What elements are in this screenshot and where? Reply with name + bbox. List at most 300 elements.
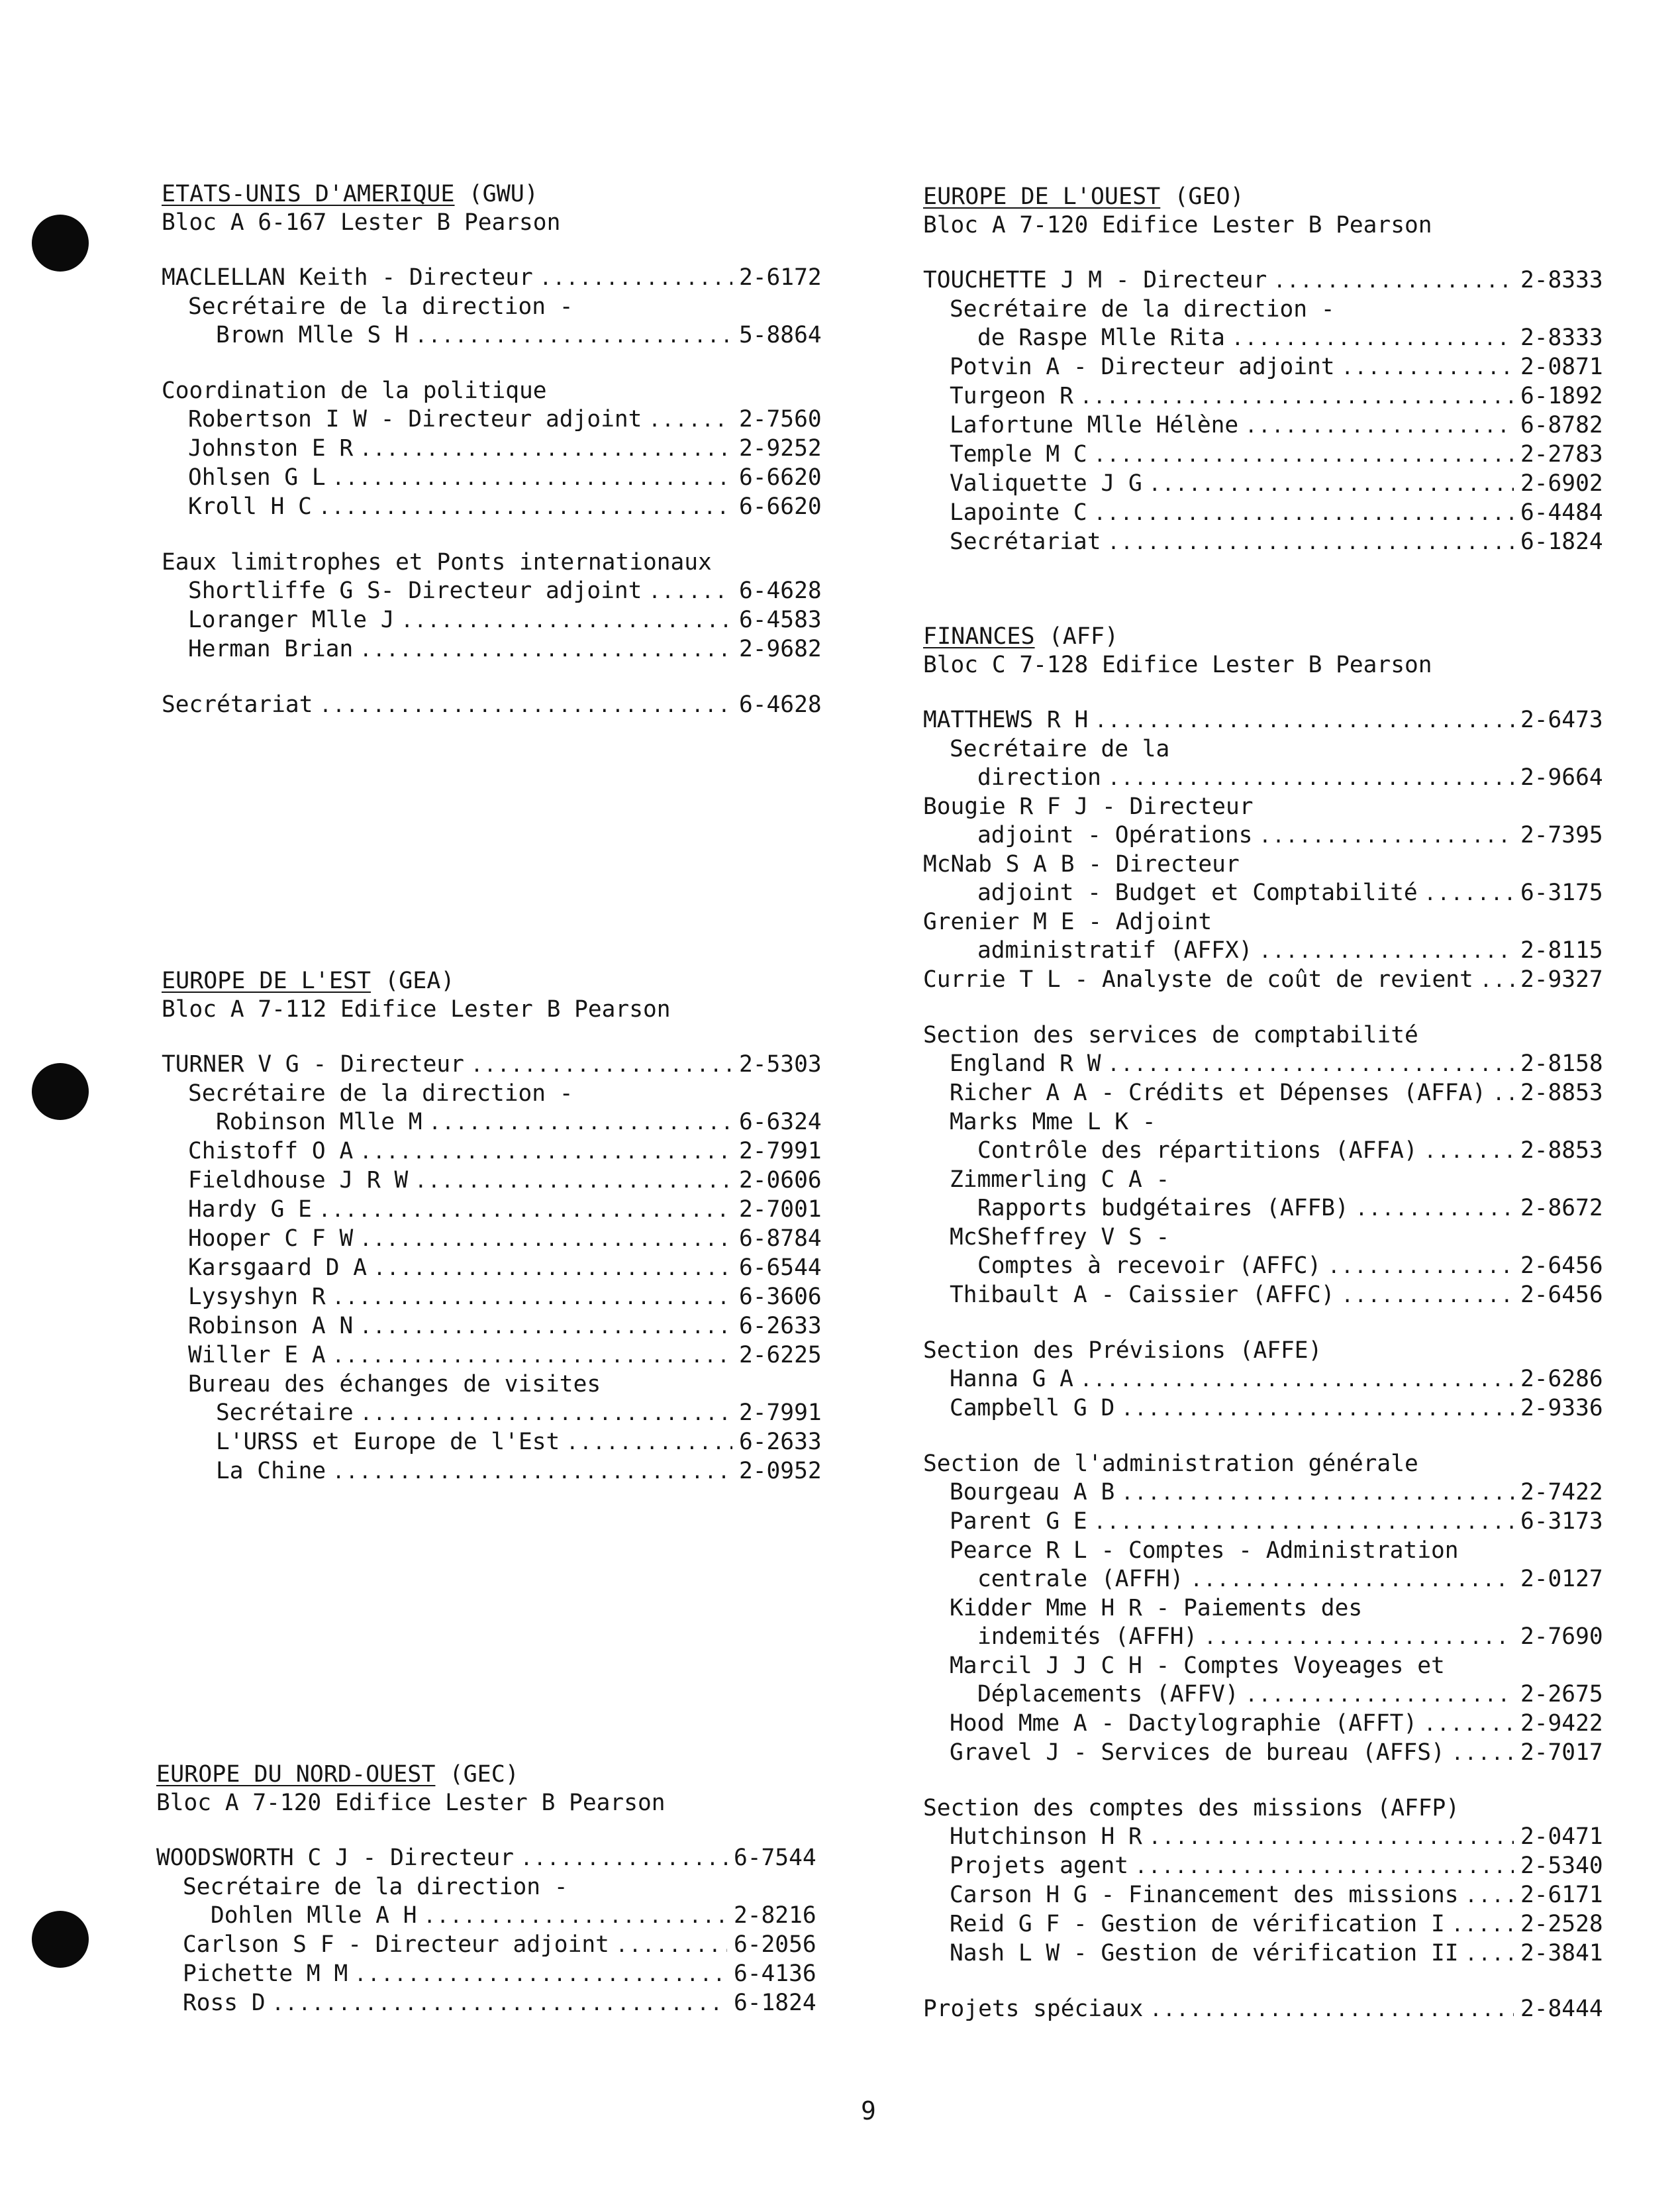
entry-label: La Chine xyxy=(216,1458,326,1484)
directory-entry xyxy=(162,1399,844,1428)
directory-entry xyxy=(923,353,1625,382)
phone-extension: 2-7991 xyxy=(739,1138,822,1164)
dot-leader xyxy=(1149,1823,1514,1852)
phone-extension: 6-4136 xyxy=(734,1960,816,1987)
dot-leader xyxy=(1452,1911,1514,1939)
dot-leader xyxy=(319,691,732,720)
entry-label: Carlson S F - Directeur adjoint xyxy=(183,1931,609,1958)
dot-leader xyxy=(424,1902,727,1931)
dot-leader xyxy=(319,1196,732,1225)
dot-leader xyxy=(360,1225,732,1254)
phone-extension: 2-0606 xyxy=(739,1167,822,1194)
phone-extension: 2-5340 xyxy=(1520,1853,1603,1879)
directory-entry xyxy=(162,1050,844,1080)
dot-leader xyxy=(373,1254,732,1283)
phone-extension: 2-6286 xyxy=(1520,1366,1603,1392)
phone-extension: 2-8158 xyxy=(1520,1050,1603,1077)
dot-leader xyxy=(332,1458,732,1486)
entry-label: indemités (AFFH) xyxy=(977,1623,1198,1650)
directory-entry xyxy=(162,1254,844,1283)
entry-label: Ohlsen G L xyxy=(188,464,326,491)
entry-heading xyxy=(923,1450,1625,1478)
dot-leader xyxy=(1465,1882,1514,1910)
entry-label: Kidder Mme H R - Paiements des xyxy=(950,1595,1363,1621)
entry-label: Section des comptes des missions (AFFP) xyxy=(923,1795,1460,1821)
directory-entry xyxy=(162,1312,844,1341)
entry-label: Secrétaire de la direction - xyxy=(950,296,1335,323)
section-location: Bloc C 7-128 Edifice Lester B Pearson xyxy=(923,652,1432,678)
dot-leader xyxy=(648,578,732,606)
section-title xyxy=(162,180,844,209)
entry-label: Richer A A - Crédits et Dépenses (AFFA) xyxy=(950,1080,1487,1106)
entry-label: direction xyxy=(977,764,1101,791)
entry-heading xyxy=(162,293,844,321)
binder-hole xyxy=(32,1063,89,1120)
entry-label: Bougie R F J - Directeur xyxy=(923,793,1254,820)
phone-extension: 2-2783 xyxy=(1520,441,1603,468)
directory-entry xyxy=(162,691,844,720)
dot-leader xyxy=(1245,412,1514,440)
phone-extension: 2-3841 xyxy=(1520,1940,1603,1966)
section-code: (GEO) xyxy=(1174,183,1244,210)
phone-extension: 2-8333 xyxy=(1520,267,1603,293)
phone-extension: 2-9422 xyxy=(1520,1710,1603,1737)
directory-entry xyxy=(923,1252,1625,1281)
dot-leader xyxy=(1259,937,1514,966)
phone-extension: 6-8782 xyxy=(1520,412,1603,438)
directory-entry xyxy=(923,879,1625,908)
entry-label: Contrôle des répartitions (AFFA) xyxy=(977,1137,1418,1164)
binder-hole xyxy=(32,1911,89,1968)
phone-extension: 2-8853 xyxy=(1520,1137,1603,1164)
dot-leader xyxy=(319,493,732,522)
dot-leader xyxy=(429,1109,732,1137)
phone-extension: 6-2633 xyxy=(739,1429,822,1455)
dot-leader xyxy=(360,636,732,664)
entry-label: Herman Brian xyxy=(188,636,354,662)
entry-label: Dohlen Mlle A H xyxy=(211,1902,417,1929)
phone-extension: 6-3175 xyxy=(1520,880,1603,906)
phone-extension: 2-8672 xyxy=(1520,1195,1603,1221)
dot-leader xyxy=(1107,529,1514,557)
entry-label: Robinson Mlle M xyxy=(216,1109,422,1135)
entry-label: Secrétaire de la direction - xyxy=(188,1080,573,1107)
dot-leader xyxy=(401,607,732,635)
phone-extension: 2-2528 xyxy=(1520,1911,1603,1937)
entry-label: Bureau des échanges de visites xyxy=(188,1371,601,1398)
entry-label: MACLELLAN Keith - Directeur xyxy=(162,264,533,291)
section-code: (GWU) xyxy=(468,181,538,207)
dot-leader xyxy=(272,1990,727,2018)
dot-leader xyxy=(1356,1195,1514,1223)
dot-leader xyxy=(360,435,732,464)
dot-leader xyxy=(1246,1681,1514,1709)
dot-leader xyxy=(616,1931,727,1960)
directory-entry xyxy=(162,1137,844,1166)
entry-label: Robertson I W - Directeur adjoint xyxy=(188,406,642,433)
dot-leader xyxy=(1121,1395,1514,1423)
dot-leader xyxy=(1094,441,1514,470)
directory-entry xyxy=(923,1680,1625,1709)
section-name: EUROPE DE L'EST xyxy=(162,968,371,994)
entry-label: Bourgeau A B xyxy=(950,1479,1115,1505)
phone-extension: 2-9682 xyxy=(739,636,822,662)
dot-leader xyxy=(1107,1050,1514,1079)
entry-label: Zimmerling C A - xyxy=(950,1166,1170,1193)
section-location: Bloc A 7-112 Edifice Lester B Pearson xyxy=(162,996,671,1023)
dot-leader xyxy=(360,1138,732,1166)
directory-entry xyxy=(923,382,1625,411)
entry-label: Valiquette J G xyxy=(950,470,1142,497)
entry-label: Reid G F - Gestion de vérification I xyxy=(950,1911,1445,1937)
phone-extension: 6-6544 xyxy=(739,1254,822,1281)
entry-heading xyxy=(923,295,1625,324)
phone-extension: 6-4484 xyxy=(1520,499,1603,526)
directory-entry xyxy=(923,1050,1625,1079)
section-europe-nord-ouest xyxy=(156,1760,838,2018)
entry-label: Nash L W - Gestion de vérification II xyxy=(950,1940,1459,1966)
entry-label: Karsgaard D A xyxy=(188,1254,368,1281)
directory-entry xyxy=(923,1910,1625,1939)
dot-leader xyxy=(360,1313,732,1341)
entry-heading xyxy=(162,1370,844,1399)
dot-leader xyxy=(1108,764,1514,793)
entry-label: Section des services de comptabilité xyxy=(923,1022,1418,1048)
phone-extension: 2-6171 xyxy=(1520,1882,1603,1908)
phone-extension: 2-9664 xyxy=(1520,764,1603,791)
directory-entry xyxy=(156,1960,838,1989)
entry-label: Secrétariat xyxy=(162,691,313,718)
directory-entry xyxy=(162,635,844,664)
dot-leader xyxy=(1094,1508,1514,1537)
directory-entry xyxy=(923,966,1625,995)
phone-extension: 6-4628 xyxy=(739,578,822,604)
directory-entry xyxy=(162,1283,844,1312)
phone-extension: 2-0952 xyxy=(739,1458,822,1484)
entry-label: Secrétaire xyxy=(216,1400,354,1426)
entry-label: Hardy G E xyxy=(188,1196,312,1223)
directory-entry xyxy=(923,1823,1625,1852)
directory-entry xyxy=(923,1709,1625,1739)
section-title xyxy=(923,623,1625,651)
dot-leader xyxy=(1232,325,1514,353)
entry-label: Parent G E xyxy=(950,1508,1087,1535)
section-name: EUROPE DE L'OUEST xyxy=(923,183,1161,210)
page-number: 9 xyxy=(861,2096,876,2125)
entry-heading xyxy=(923,793,1625,821)
section-etats-unis xyxy=(162,180,844,720)
entry-heading xyxy=(162,377,844,405)
directory-entry xyxy=(923,1365,1625,1394)
section-code: (AFF) xyxy=(1048,623,1119,650)
directory-entry xyxy=(162,1108,844,1137)
phone-extension: 2-7560 xyxy=(739,406,822,433)
dot-leader xyxy=(415,1167,732,1196)
dot-leader xyxy=(332,1284,732,1312)
section-location: Bloc A 6-167 Lester B Pearson xyxy=(162,209,561,236)
entry-label: TOUCHETTE J M - Directeur xyxy=(923,267,1267,293)
entry-label: Loranger Mlle J xyxy=(188,607,395,633)
dot-leader xyxy=(1273,267,1514,295)
entry-label: L'URSS et Europe de l'Est xyxy=(216,1429,560,1455)
entry-label: MATTHEWS R H xyxy=(923,707,1089,733)
directory-entry xyxy=(923,1852,1625,1881)
directory-entry xyxy=(162,264,844,293)
entry-label: Coordination de la politique xyxy=(162,378,547,404)
dot-leader xyxy=(1452,1739,1514,1768)
entry-label: Déplacements (AFFV) xyxy=(977,1681,1239,1707)
entry-label: Hutchinson H R xyxy=(950,1823,1142,1850)
directory-entry xyxy=(162,1428,844,1457)
entry-label: Section de l'administration générale xyxy=(923,1451,1418,1477)
entry-label: Kroll H C xyxy=(188,493,312,520)
phone-extension: 2-9327 xyxy=(1520,966,1603,993)
phone-extension: 2-8333 xyxy=(1520,325,1603,351)
phone-extension: 6-6620 xyxy=(739,464,822,491)
entry-label: Shortliffe G S- Directeur adjoint xyxy=(188,578,642,604)
phone-extension: 6-6620 xyxy=(739,493,822,520)
directory-entry xyxy=(923,470,1625,499)
phone-extension: 2-0127 xyxy=(1520,1566,1603,1592)
entry-label: Secrétaire de la direction - xyxy=(188,293,573,320)
phone-extension: 6-3173 xyxy=(1520,1508,1603,1535)
phone-extension: 6-1824 xyxy=(734,1990,816,2016)
section-code: (GEC) xyxy=(449,1761,519,1788)
section-location: Bloc A 7-120 Edifice Lester B Pearson xyxy=(923,212,1432,238)
phone-extension: 6-1892 xyxy=(1520,383,1603,409)
directory-entry xyxy=(923,1137,1625,1166)
dot-leader xyxy=(1095,707,1514,735)
dot-leader xyxy=(332,1342,732,1370)
phone-extension: 6-1824 xyxy=(1520,529,1603,555)
entry-label: Hanna G A xyxy=(950,1366,1073,1392)
entry-label: Potvin A - Directeur adjoint xyxy=(950,354,1335,380)
phone-extension: 2-9336 xyxy=(1520,1395,1603,1421)
dot-leader xyxy=(566,1429,732,1457)
section-name: FINANCES xyxy=(923,623,1035,650)
entry-heading xyxy=(923,735,1625,764)
directory-entry xyxy=(923,764,1625,793)
directory-entry xyxy=(923,1739,1625,1768)
section-title xyxy=(156,1760,838,1789)
section-name: EUROPE DU NORD-OUEST xyxy=(156,1761,436,1788)
phone-extension: 2-7001 xyxy=(739,1196,822,1223)
directory-entry xyxy=(923,1079,1625,1108)
dot-leader xyxy=(520,1845,727,1873)
phone-extension: 2-0871 xyxy=(1520,354,1603,380)
entry-label: Lysyshyn R xyxy=(188,1284,326,1310)
directory-entry xyxy=(162,1196,844,1225)
directory-entry xyxy=(156,1902,838,1931)
phone-extension: 2-8444 xyxy=(1520,1996,1603,2022)
phone-extension: 2-7395 xyxy=(1520,822,1603,848)
directory-entry xyxy=(162,1457,844,1486)
entry-heading xyxy=(923,908,1625,937)
dot-leader xyxy=(1135,1853,1514,1881)
entry-heading xyxy=(923,850,1625,879)
phone-extension: 6-7544 xyxy=(734,1845,816,1871)
entry-label: Projets agent xyxy=(950,1853,1129,1879)
directory-entry xyxy=(923,1281,1625,1310)
section-title xyxy=(162,967,844,995)
section-code: (GEA) xyxy=(385,968,455,994)
entry-label: Lafortune Mlle Hélène xyxy=(950,412,1239,438)
directory-entry xyxy=(923,1565,1625,1594)
phone-extension: 2-9252 xyxy=(739,435,822,462)
section-europe-est xyxy=(162,967,844,1486)
phone-extension: 2-7690 xyxy=(1520,1623,1603,1650)
entry-label: Thibault A - Caissier (AFFC) xyxy=(950,1282,1335,1308)
dot-leader xyxy=(540,264,732,293)
directory-entry xyxy=(162,1166,844,1196)
dot-leader xyxy=(1424,880,1514,908)
entry-label: Temple M C xyxy=(950,441,1087,468)
directory-entry xyxy=(923,528,1625,557)
entry-label: Hooper C F W xyxy=(188,1225,354,1252)
entry-label: adjoint - Budget et Comptabilité xyxy=(977,880,1418,906)
dot-leader xyxy=(648,406,732,434)
phone-extension: 5-8864 xyxy=(739,322,822,348)
entry-heading xyxy=(923,1021,1625,1050)
directory-entry xyxy=(923,1507,1625,1537)
entry-label: Gravel J - Services de bureau (AFFS) xyxy=(950,1739,1445,1766)
directory-entry xyxy=(923,821,1625,850)
section-title xyxy=(923,183,1625,211)
phone-extension: 2-8853 xyxy=(1520,1080,1603,1106)
phone-extension: 6-4628 xyxy=(739,691,822,718)
dot-leader xyxy=(1342,1282,1514,1310)
phone-extension: 2-6473 xyxy=(1520,707,1603,733)
entry-heading xyxy=(923,1594,1625,1623)
phone-extension: 2-6902 xyxy=(1520,470,1603,497)
directory-entry xyxy=(162,1225,844,1254)
entry-label: Johnston E R xyxy=(188,435,354,462)
directory-entry xyxy=(923,1939,1625,1968)
dot-leader xyxy=(1121,1479,1514,1507)
dot-leader xyxy=(1480,966,1514,995)
dot-leader xyxy=(360,1400,732,1428)
entry-label: Currie T L - Analyste de coût de revient xyxy=(923,966,1473,993)
dot-leader xyxy=(1424,1710,1514,1739)
phone-extension: 2-7991 xyxy=(739,1400,822,1426)
binder-hole xyxy=(32,215,89,272)
dot-leader xyxy=(1465,1940,1514,1968)
entry-heading xyxy=(923,1652,1625,1680)
entry-label: Chistoff O A xyxy=(188,1138,354,1164)
entry-label: Pearce R L - Comptes - Administration xyxy=(950,1537,1459,1564)
section-location: Bloc A 7-120 Edifice Lester B Pearson xyxy=(156,1790,666,1816)
entry-label: Marcil J J C H - Comptes Voyeages et xyxy=(950,1653,1445,1679)
dot-leader xyxy=(1080,383,1514,411)
entry-heading xyxy=(923,1337,1625,1365)
entry-heading xyxy=(162,548,844,577)
phone-extension: 2-7422 xyxy=(1520,1479,1603,1505)
phone-extension: 6-3606 xyxy=(739,1284,822,1310)
phone-extension: 2-5303 xyxy=(739,1051,822,1078)
entry-label: Comptes à recevoir (AFFC) xyxy=(977,1252,1322,1279)
phone-extension: 2-0471 xyxy=(1520,1823,1603,1850)
phone-extension: 6-8784 xyxy=(739,1225,822,1252)
directory-entry xyxy=(923,1194,1625,1223)
directory-entry xyxy=(162,1341,844,1370)
entry-label: Grenier M E - Adjoint xyxy=(923,909,1212,935)
entry-label: Willer E A xyxy=(188,1342,326,1368)
entry-label: England R W xyxy=(950,1050,1101,1077)
entry-label: Brown Mlle S H xyxy=(216,322,409,348)
directory-entry xyxy=(156,1989,838,2018)
directory-entry xyxy=(923,266,1625,295)
phone-extension: 6-2633 xyxy=(739,1313,822,1339)
directory-entry xyxy=(162,493,844,522)
entry-label: Eaux limitrophes et Ponts internationaux xyxy=(162,549,712,576)
dot-leader xyxy=(1191,1566,1514,1594)
phone-extension: 6-4583 xyxy=(739,607,822,633)
dot-leader xyxy=(1259,822,1514,850)
dot-leader xyxy=(354,1960,727,1989)
entry-label: Projets spéciaux xyxy=(923,1996,1144,2022)
directory-entry xyxy=(923,1995,1625,2024)
dot-leader xyxy=(332,464,732,493)
entry-heading xyxy=(923,1537,1625,1565)
dot-leader xyxy=(1149,470,1514,499)
entry-label: Secrétaire de la xyxy=(950,736,1170,762)
section-name: ETATS-UNIS D'AMERIQUE xyxy=(162,181,455,207)
entry-label: Secrétaire de la direction - xyxy=(183,1874,568,1900)
dot-leader xyxy=(1342,354,1514,382)
directory-entry xyxy=(162,405,844,434)
entry-label: Secrétariat xyxy=(950,529,1101,555)
directory-entry xyxy=(162,464,844,493)
entry-label: Campbell G D xyxy=(950,1395,1115,1421)
entry-label: centrale (AFFH) xyxy=(977,1566,1184,1592)
dot-leader xyxy=(471,1051,732,1080)
directory-entry xyxy=(162,606,844,635)
directory-entry xyxy=(923,937,1625,966)
directory-entry xyxy=(923,411,1625,440)
section-europe-ouest xyxy=(923,183,1625,557)
directory-entry xyxy=(162,321,844,350)
section-finances xyxy=(923,623,1625,2024)
dot-leader xyxy=(1493,1080,1514,1108)
entry-label: Section des Prévisions (AFFE) xyxy=(923,1337,1322,1364)
directory-entry xyxy=(923,324,1625,353)
directory-entry xyxy=(162,577,844,606)
dot-leader xyxy=(1424,1137,1514,1166)
phone-extension: 6-6324 xyxy=(739,1109,822,1135)
entry-label: administratif (AFFX) xyxy=(977,937,1253,964)
entry-heading xyxy=(923,1108,1625,1137)
phone-extension: 2-6456 xyxy=(1520,1252,1603,1279)
directory-entry xyxy=(923,499,1625,528)
entry-label: Lapointe C xyxy=(950,499,1087,526)
entry-label: adjoint - Opérations xyxy=(977,822,1253,848)
entry-label: McSheffrey V S - xyxy=(950,1224,1170,1250)
phone-extension: 2-6172 xyxy=(739,264,822,291)
entry-label: Marks Mme L K - xyxy=(950,1109,1156,1135)
directory-entry xyxy=(923,706,1625,735)
dot-leader xyxy=(1094,499,1514,528)
directory-entry xyxy=(923,1478,1625,1507)
dot-leader xyxy=(1204,1623,1514,1652)
dot-leader xyxy=(1328,1252,1514,1281)
entry-heading xyxy=(162,1080,844,1108)
entry-heading xyxy=(923,1166,1625,1194)
entry-heading xyxy=(923,1223,1625,1252)
phone-extension: 6-2056 xyxy=(734,1931,816,1958)
entry-heading xyxy=(923,1794,1625,1823)
phone-extension: 2-6225 xyxy=(739,1342,822,1368)
entry-label: Hood Mme A - Dactylographie (AFFT) xyxy=(950,1710,1418,1737)
